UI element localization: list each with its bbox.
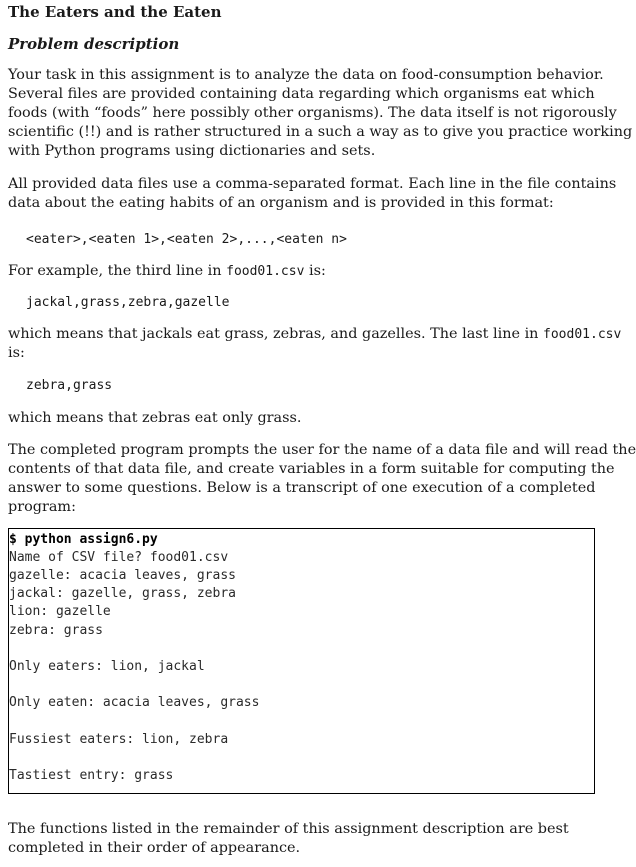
filename: food01.csv <box>226 264 305 279</box>
transcript-box <box>8 528 595 794</box>
transcript-line: Name of CSV file? food01.csv <box>9 550 229 565</box>
transcript-line: Only eaters: lion, jackal <box>9 659 205 674</box>
text-line: contents of that data file, and create variables in a form suitable for computing the <box>8 461 615 477</box>
text-line: scientific (!!) and is rather structured in a such a way as to give you practice working <box>8 124 633 140</box>
transcript-line: Only eaten: acacia leaves, grass <box>9 695 260 710</box>
text-line: program: <box>8 499 76 515</box>
intro-paragraph <box>8 66 633 161</box>
transcript-line: Fussiest eaters: lion, zebra <box>9 732 229 747</box>
example2-paragraph <box>8 325 622 363</box>
text-line: The functions listed in the remainder of this assignment description are best <box>8 821 569 837</box>
text-line: completed in their order of appearance. <box>8 840 301 856</box>
example1-code: jackal,grass,zebra,gazelle <box>26 295 230 310</box>
transcript-line: Tastiest entry: grass <box>9 768 174 783</box>
example2-after: which means that zebras eat only grass. <box>8 410 302 426</box>
text-span: which means that jackals eat grass, zebras, and gazelles. The last line in <box>8 326 544 342</box>
filename: food01.csv <box>543 327 622 342</box>
example1-paragraph <box>8 262 592 281</box>
transcript-line: jackal: gazelle, grass, zebra <box>9 586 236 601</box>
transcript-line: zebra: grass <box>9 623 103 638</box>
text-line: data about the eating habits of an organism and is provided in this format: <box>8 195 554 211</box>
text-line: with Python programs using dictionaries and sets. <box>8 143 376 159</box>
text-line: Your task in this assignment is to analyze the data on food-consumption behavior. <box>8 67 604 83</box>
example2-code: zebra,grass <box>26 378 113 393</box>
text-line: The completed program prompts the user for the name of a data file and will read the <box>8 442 636 458</box>
closing-paragraph <box>8 820 592 858</box>
text-span: is: <box>304 263 326 279</box>
text-span: For example, the third line in <box>8 263 227 279</box>
format-code: <eater>,<eaten 1>,<eaten 2>,...,<eaten n> <box>26 232 347 247</box>
transcript-line: gazelle: acacia leaves, grass <box>9 568 236 583</box>
format-paragraph <box>8 175 617 213</box>
transcript-command: $ python assign6.py <box>9 532 158 547</box>
transcript-line: lion: gazelle <box>9 604 111 619</box>
program-paragraph <box>8 441 636 517</box>
text-line: Several files are provided containing data regarding which organisms eat which <box>8 86 595 102</box>
section-heading: Problem description <box>8 35 180 53</box>
text-line: All provided data files use a comma-separated format. Each line in the file contains <box>8 176 617 192</box>
text-line: answer to some questions. Below is a transcript of one execution of a completed <box>8 480 596 496</box>
text-line: foods (with “foods” here possibly other organisms). The data itself is not rigorously <box>8 105 617 121</box>
page-title: The Eaters and the Eaten <box>8 3 222 21</box>
text-line: is: <box>8 345 25 361</box>
